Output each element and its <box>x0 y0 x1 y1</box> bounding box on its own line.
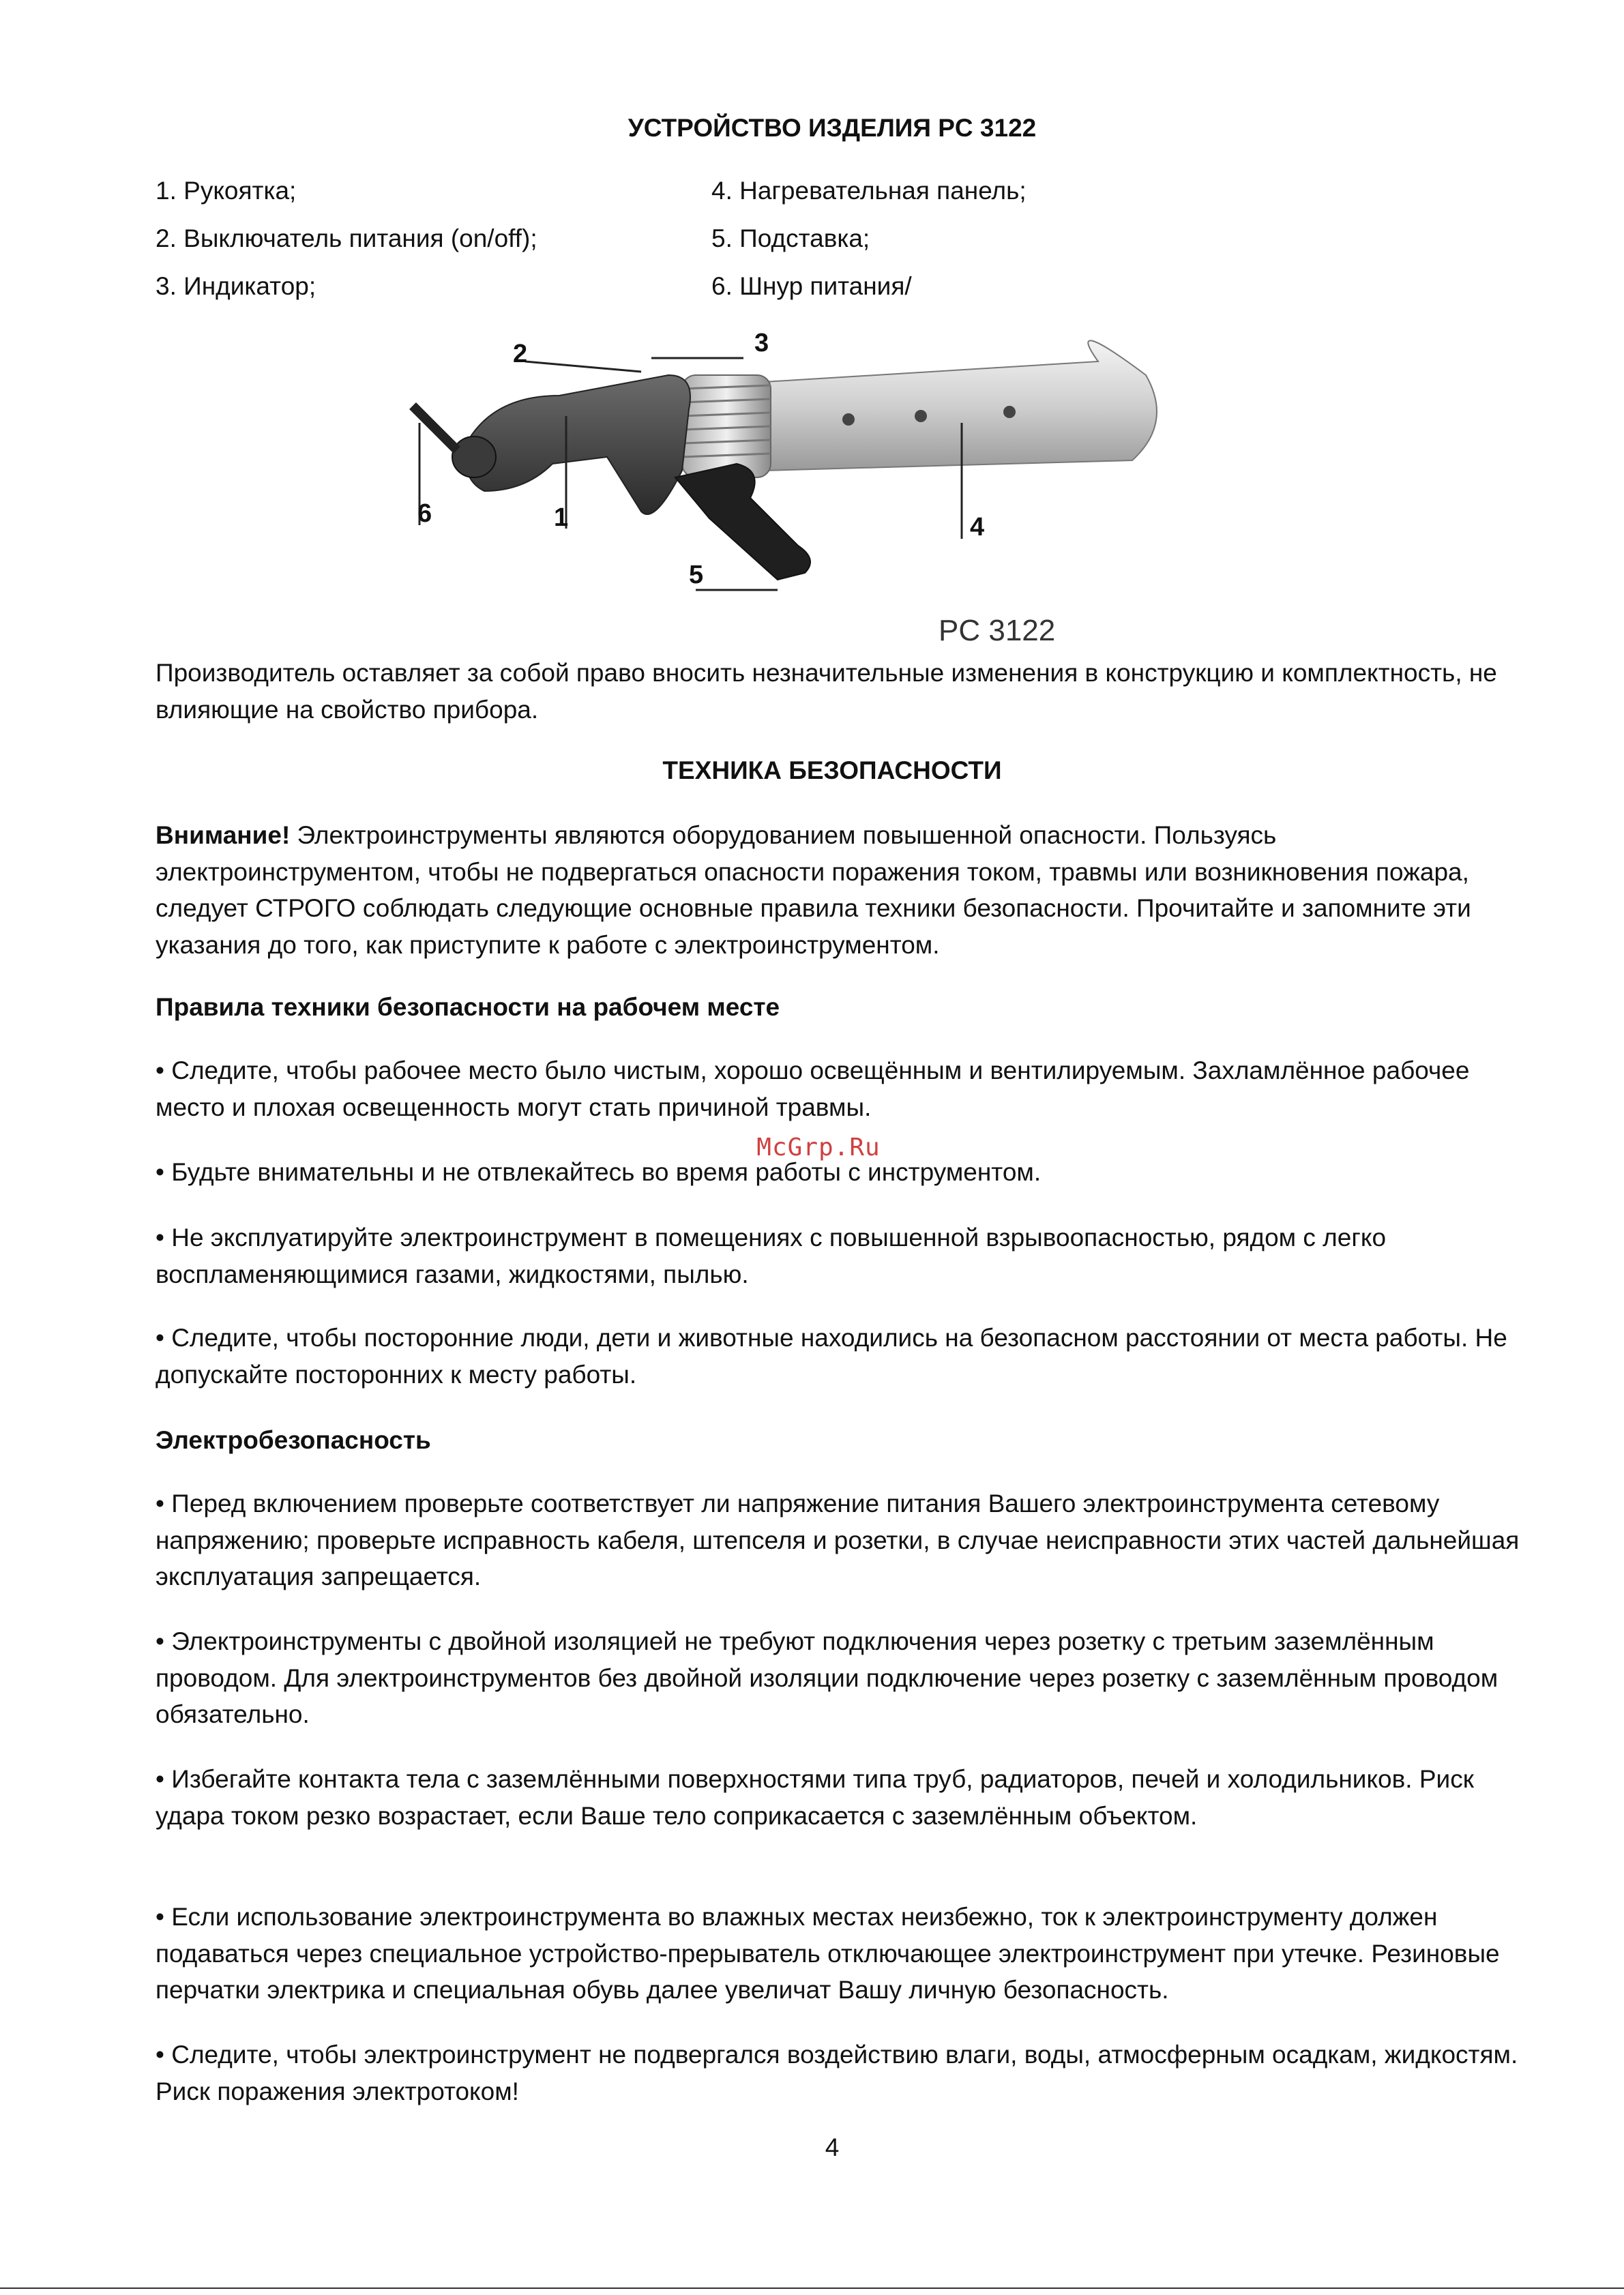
workplace-rule-4: • Следите, чтобы посторонние люди, дети и животные находились на безопасном расстоянии от места работы. Не допускайте посторонних к месту работы. <box>156 1324 1507 1389</box>
part-item-3: 3. Индикатор; <box>156 272 316 300</box>
figure-label-6: 6 <box>417 499 432 528</box>
manufacturer-note: Производитель оставляет за собой право вносить незначительные изменения в конструкцию и комплектность, не влияющие на свойство прибора. <box>156 659 1497 724</box>
warning-text: Электроинструменты являются оборудованием повышенной опасности. Пользуясь электроинструментом, чтобы не подвергаться опасности поражения током, травмы или возникновения пожара, следует СТРОГО соблюдать следующие основные правила техники безопасности. Прочитайте и запомните эти указания до того, как приступите к работе с электроинструментом. <box>156 821 1471 959</box>
figure-label-5: 5 <box>689 561 704 589</box>
figure-label-4: 4 <box>970 513 985 542</box>
figure-label-1: 1 <box>554 503 569 532</box>
product-illustration <box>382 321 1214 662</box>
plate-hole <box>1003 406 1016 418</box>
part-item-1: 1. Рукоятка; <box>156 177 297 205</box>
heating-plate <box>764 340 1157 471</box>
electric-rule-5: • Следите, чтобы электроинструмент не подвергался воздействию влаги, воды, атмосферным осадкам, жидкостям. Риск поражения электротоком! <box>156 2041 1518 2105</box>
welding-tool-drawing <box>382 321 1214 662</box>
workplace-rule-2: • Будьте внимательны и не отвлекайтесь во время работы с инструментом. <box>156 1158 1042 1186</box>
electric-rule-3: • Избегайте контакта тела с заземлёнными поверхностями типа труб, радиаторов, печей и холодильников. Риск удара током резко возрастает, если Ваше тело соприкасается с заземлённым объектом. <box>156 1765 1474 1830</box>
workplace-rule-3: • Не эксплуатируйте электроинструмент в помещениях с повышенной взрывоопасностью, рядом с легко воспламеняющимися газами, жидкостями, пылью. <box>156 1224 1387 1288</box>
electric-heading: Электробезопасность <box>156 1426 431 1454</box>
part-item-2: 2. Выключатель питания (on/off); <box>156 224 537 252</box>
part-item-5: 5. Подставка; <box>711 224 870 252</box>
electric-rule-1: • Перед включением проверьте соответствует ли напряжение питания Вашего электроинструмента сетевому напряжению; проверьте исправность кабеля, штепселя и розетки, в случае неисправности этих частей дальнейшая эксплуатация запрещается. <box>156 1490 1520 1590</box>
handle-body <box>466 375 690 514</box>
part-item-6: 6. Шнур питания/ <box>711 272 912 300</box>
plate-hole <box>842 413 855 426</box>
page-title: УСТРОЙСТВО ИЗДЕЛИЯ PC 3122 <box>628 114 1037 142</box>
plate-hole <box>915 410 927 422</box>
figure-caption: PC 3122 <box>939 614 1056 647</box>
workplace-rule-1: • Следите, чтобы рабочее место было чистым, хорошо освещённым и вентилируемым. Захламлённое рабочее место и плохая освещенность могут стать причиной травмы. <box>156 1056 1470 1121</box>
safety-title: ТЕХНИКА БЕЗОПАСНОСТИ <box>662 756 1002 784</box>
watermark: McGrp.Ru <box>756 1134 881 1161</box>
page-number: 4 <box>825 2133 840 2161</box>
warning-paragraph <box>156 817 1526 963</box>
workplace-heading: Правила техники безопасности на рабочем месте <box>156 993 780 1021</box>
page-bottom-rule <box>0 2287 1624 2289</box>
figure-label-2: 2 <box>513 340 528 368</box>
figure-label-3: 3 <box>754 329 769 357</box>
cord-grommet <box>452 436 496 477</box>
part-item-4: 4. Нагревательная панель; <box>711 177 1027 205</box>
electric-rule-4: • Если использование электроинструмента во влажных местах неизбежно, ток к электроинструменту должен подаваться через специальное устройство-прерыватель отключающее электроинструмент при утечке. Резиновые перчатки электрика и специальная обувь далее увеличат Вашу личную безопасность. <box>156 1903 1500 2004</box>
warning-label: Внимание! <box>156 821 291 849</box>
electric-rule-2: • Электроинструменты с двойной изоляцией не требуют подключения через розетку с третьим заземлённым проводом. Для электроинструментов без двойной изоляции подключение через розетку с заземлённым проводом обязательно. <box>156 1627 1498 1728</box>
